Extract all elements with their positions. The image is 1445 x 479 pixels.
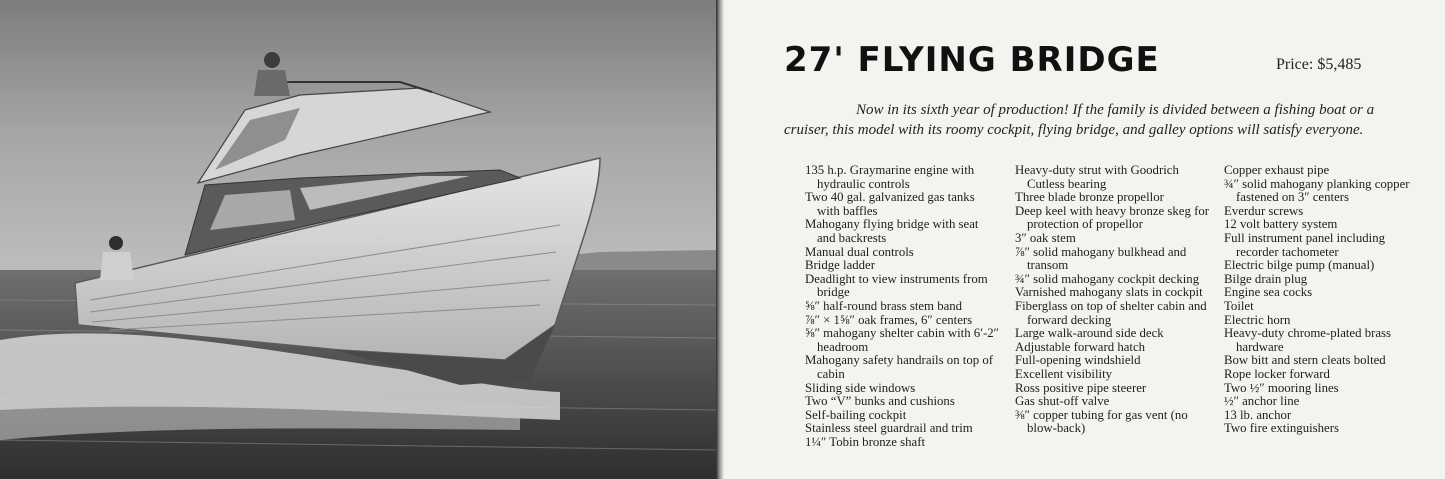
- feature-item: 12 volt battery system: [1224, 217, 1338, 232]
- feature-item: ⅝″ mahogany shelter cabin with 6′-2″ headroom: [805, 326, 999, 354]
- feature-item: Varnished mahogany slats in cockpit: [1015, 285, 1203, 300]
- feature-item: Two 40 gal. galvanized gas tanks with baffles: [805, 190, 975, 218]
- feature-item: Everdur screws: [1224, 203, 1304, 218]
- feature-item: Gas shut-off valve: [1015, 394, 1110, 409]
- feature-item: ½″ anchor line: [1224, 394, 1300, 409]
- feature-item: ⅞″ × 1⅝″ oak frames, 6″ centers: [805, 312, 973, 327]
- feature-item: Mahogany safety handrails on top of cabin: [805, 353, 993, 381]
- boat-photo: [0, 0, 716, 479]
- feature-item: Deadlight to view instruments from bridge: [805, 271, 988, 300]
- feature-item: Heavy-duty strut with Goodrich Cutless bearing: [1015, 163, 1179, 191]
- feature-item: Bridge ladder: [805, 258, 876, 273]
- feature-item: Full-opening windshield: [1015, 353, 1141, 368]
- feature-item: Fiberglass on top of shelter cabin and forward decking: [1015, 298, 1207, 327]
- feature-item: Sliding side windows: [805, 380, 916, 395]
- feature-item: Self-bailing cockpit: [805, 407, 907, 422]
- feature-item: Adjustable forward hatch: [1015, 339, 1146, 354]
- feature-item: 3″ oak stem: [1015, 230, 1076, 245]
- feature-item: Full instrument panel including recorder tachometer: [1224, 230, 1386, 259]
- page-gutter: [716, 0, 724, 479]
- feature-item: Rope locker forward: [1224, 366, 1330, 381]
- feature-item: ¾″ solid mahogany planking copper fastened on 3″ centers: [1224, 176, 1410, 205]
- feature-item: Bilge drain plug: [1224, 271, 1308, 286]
- features-column-3: [1224, 164, 1419, 436]
- feature-item: ⅜″ copper tubing for gas vent (no blow-back): [1015, 407, 1188, 436]
- feature-item: Mahogany flying bridge with seat and backrests: [805, 217, 979, 245]
- feature-item: 135 h.p. Graymarine engine with hydraulic controls: [805, 163, 975, 191]
- intro-paragraph: Now in its sixth year of production! If the family is divided between a fishing boat or a cruiser, this model with its roomy cockpit, flying bridge, and galley options will satisfy everyone.: [784, 102, 1375, 138]
- feature-item: ¾″ solid mahogany cockpit decking: [1015, 271, 1200, 286]
- feature-item: Excellent visibility: [1015, 366, 1113, 381]
- feature-item: 13 lb. anchor: [1224, 407, 1292, 422]
- feature-item: 1¼″ Tobin bronze shaft: [805, 434, 926, 449]
- feature-item: Toilet: [1224, 298, 1254, 313]
- features-column-2: [1015, 164, 1214, 436]
- feature-item: Deep keel with heavy bronze skeg for protection of propellor: [1015, 203, 1210, 232]
- feature-item: Two “V” bunks and cushions: [805, 394, 955, 409]
- feature-item: Electric horn: [1224, 312, 1291, 327]
- feature-item: Stainless steel guardrail and trim: [805, 421, 973, 436]
- feature-item: ⅝″ half-round brass stem band: [805, 298, 963, 313]
- feature-item: Ross positive pipe steerer: [1015, 380, 1147, 395]
- feature-item: Two ½″ mooring lines: [1224, 380, 1339, 395]
- spec-page: [724, 0, 1445, 479]
- feature-item: Bow bitt and stern cleats bolted: [1224, 353, 1386, 368]
- feature-item: Three blade bronze propellor: [1015, 190, 1164, 205]
- feature-item: Copper exhaust pipe: [1224, 163, 1330, 177]
- feature-item: Electric bilge pump (manual): [1224, 258, 1375, 273]
- features-column-1: [805, 164, 1000, 449]
- feature-item: Large walk-around side deck: [1015, 326, 1164, 341]
- page-title: 27' FLYING BRIDGE: [784, 40, 1160, 80]
- feature-item: Heavy-duty chrome-plated brass hardware: [1224, 326, 1392, 354]
- feature-item: Two fire extinguishers: [1224, 421, 1339, 436]
- boat-photo-illustration: [0, 0, 716, 479]
- feature-item: Engine sea cocks: [1224, 285, 1313, 300]
- price-label: Price: $5,485: [1276, 56, 1362, 73]
- feature-item: ⅞″ solid mahogany bulkhead and transom: [1015, 244, 1187, 273]
- feature-item: Manual dual controls: [805, 244, 914, 259]
